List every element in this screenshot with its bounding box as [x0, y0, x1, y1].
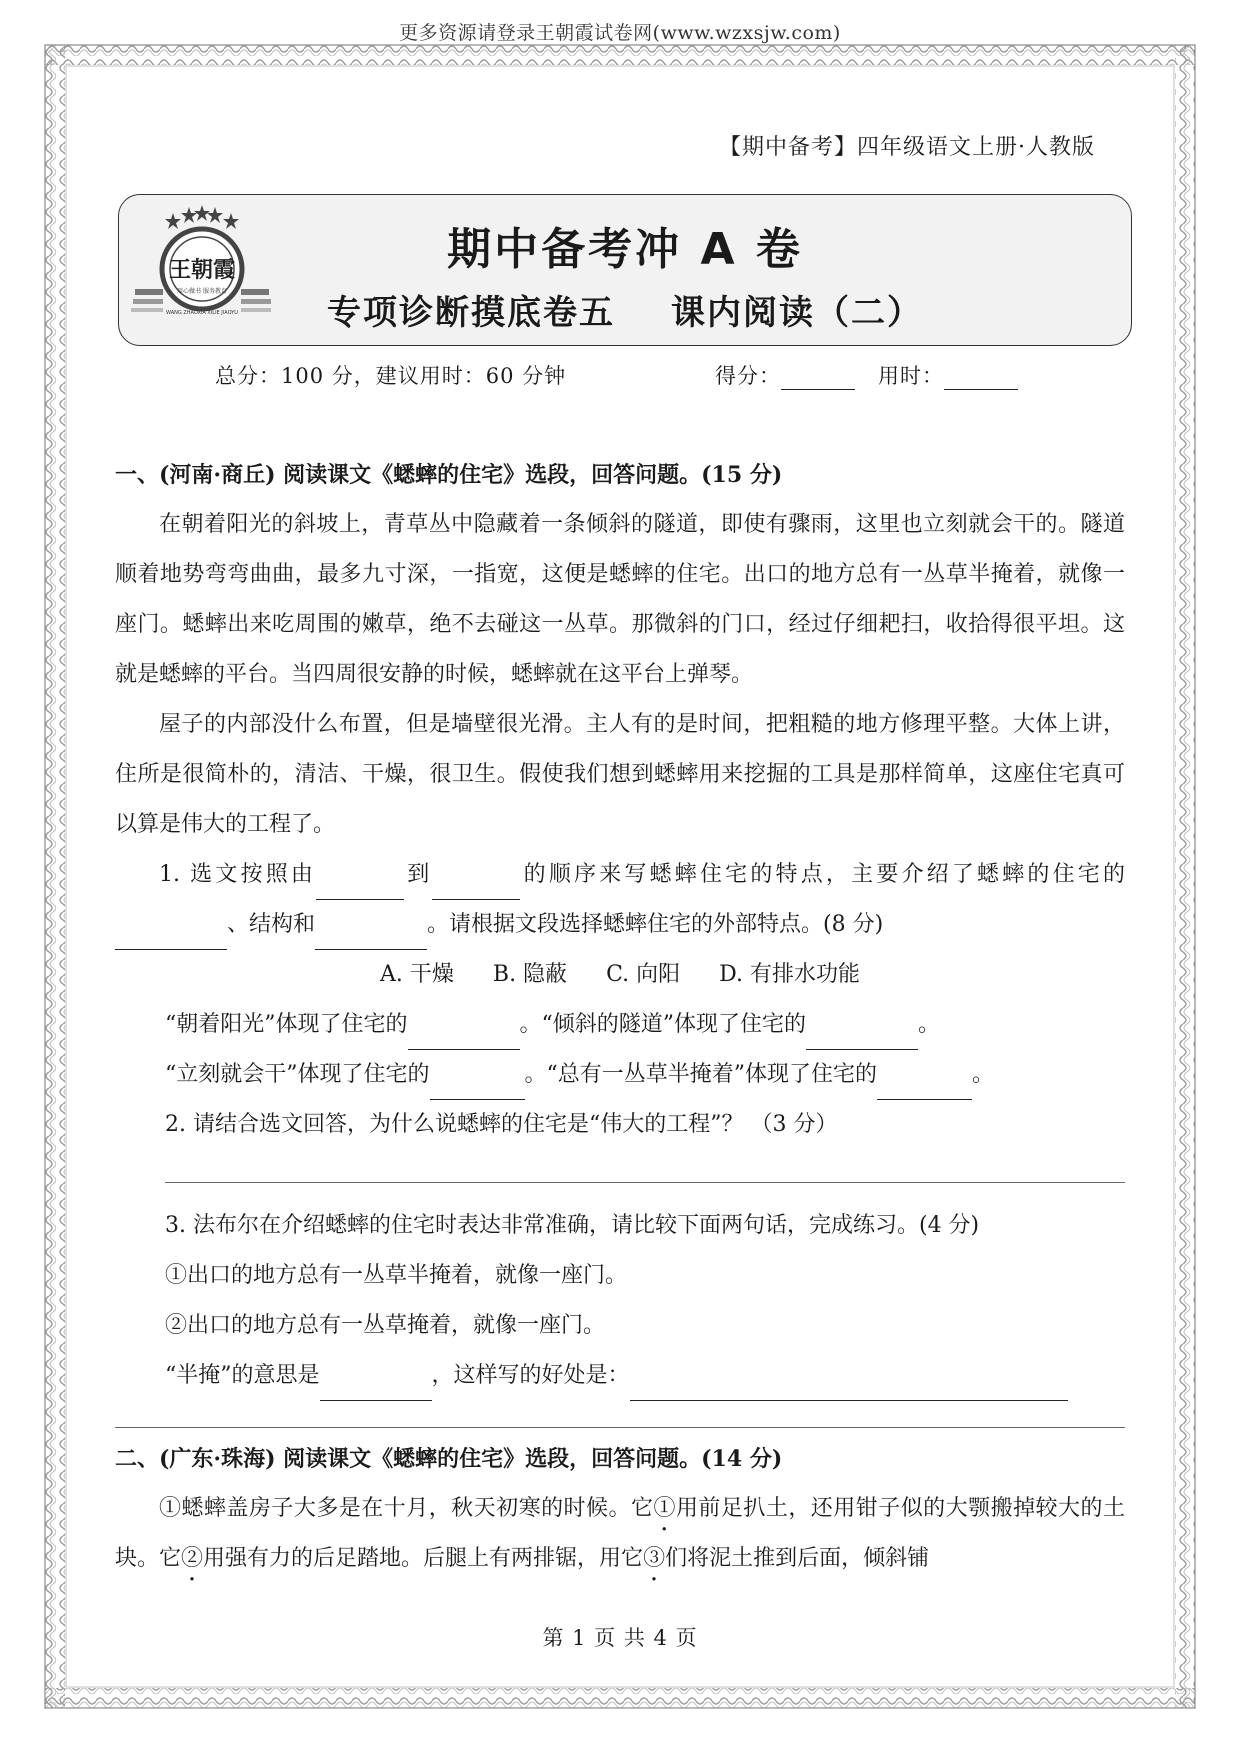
option-b: B. 隐蔽: [492, 962, 568, 987]
passage-paragraph-1: 在朝着阳光的斜坡上，青草丛中隐藏着一条倾斜的隧道，即使有骤雨，这里也立刻就会干的。隧道顺着地势弯弯曲曲，最多九寸深，一指宽，这便是蟋蟀的住宅。出口的地方总有一丛草半掩着，就像一座门。蟋蟀出来吃周围的嫩草，绝不去碰这一丛草。那微斜的门口，经过仔细耙扫，收拾得很平坦。这就是蟋蟀的平台。当四周很安静的时候，蟋蟀就在这平台上弹琴。: [115, 512, 1125, 687]
option-a: A. 干燥: [380, 962, 454, 987]
svg-text:王朝霞: 王朝霞: [168, 257, 236, 283]
sentence-2: ②出口的地方总有一丛草掩着，就像一座门。: [165, 1313, 606, 1338]
choice-options: [115, 950, 1125, 1000]
option-d: D. 有排水功能: [719, 962, 860, 987]
passage2-paragraph-1: ①蟋蟀盖房子大多是在十月，秋天初寒的时候。它①用前足扒土，还用钳子似的大颚搬掉较大的土块。它②用强有力的后足踏地。后腿上有两排锯，用它③们将泥土推到后面，倾斜铺: [115, 1496, 1125, 1571]
emphasis-word: 它: [630, 1496, 654, 1521]
question-1: 1. 选文按照由 到 的顺序来写蟋蟀住宅的特点，主要介绍了蟋蟀的住宅的、结构和 。请根据文段选择蟋蟀住宅的外部特点。(8 分): [115, 850, 1125, 950]
top-banner: 更多资源请登录王朝霞试卷网(www.wzxsjw.com): [399, 22, 841, 44]
svg-text:用心做书 服务教育: 用心做书 服务教育: [177, 288, 227, 295]
score-blank[interactable]: [781, 366, 855, 390]
answer-blank[interactable]: [432, 875, 520, 900]
score-fields: [715, 360, 1018, 390]
answer-blank[interactable]: [115, 925, 227, 950]
time-label: 用时：: [878, 364, 945, 388]
answer-blank[interactable]: [315, 925, 427, 950]
answer-blank[interactable]: [316, 875, 404, 900]
section-2-heading: 二、(广东·珠海) 阅读课文《蟋蟀的住宅》选段，回答问题。(14 分): [115, 1446, 783, 1472]
subtitle-part-1: 专项诊断摸底卷五: [327, 293, 615, 333]
title-box: [118, 194, 1132, 346]
question-3-fill: “半掩”的意思是 ，这样写的好处是：: [115, 1351, 1125, 1401]
question-3: 3. 法布尔在介绍蟋蟀的住宅时表达非常准确，请比较下面两句话，完成练习。(4 分): [165, 1213, 980, 1238]
answer-blank[interactable]: [877, 1075, 972, 1100]
paper-content: [115, 450, 1125, 1584]
answer-blank[interactable]: [806, 1025, 918, 1050]
time-blank[interactable]: [944, 366, 1018, 390]
answer-blank[interactable]: [630, 1376, 1068, 1401]
sentence-1: ①出口的地方总有一丛草半掩着，就像一座门。: [165, 1263, 628, 1288]
answer-blank[interactable]: [408, 1025, 520, 1050]
subtitle-part-2: 课内阅读（二）: [671, 293, 923, 333]
emphasis-word: 它: [621, 1546, 644, 1571]
fill-line-2: “立刻就会干”体现了住宅的 。“总有一丛草半掩着”体现了住宅的 。: [115, 1050, 1125, 1100]
page-number: 第 1 页 共 4 页: [542, 1626, 698, 1650]
fill-line-1: “朝着阳光”体现了住宅的 。“倾斜的隧道”体现了住宅的 。: [115, 1000, 1125, 1050]
score-label: 得分：: [715, 364, 781, 388]
option-c: C. 向阳: [606, 962, 681, 987]
answer-blank[interactable]: [430, 1075, 525, 1100]
answer-line[interactable]: [115, 1401, 1125, 1428]
paper-subtitle: [119, 285, 1131, 334]
question-2: 2. 请结合选文回答，为什么说蟋蟀的住宅是“伟大的工程”？ （3 分）: [165, 1112, 838, 1137]
series-label: 【期中备考】四年级语文上册·人教版: [719, 135, 1095, 160]
passage-paragraph-2: 屋子的内部没什么布置，但是墙壁很光滑。主人有的是时间，把粗糙的地方修理平整。大体上讲，住所是很简朴的，清洁、干燥，很卫生。假使我们想到蟋蟀用来挖掘的工具是那样简单，这座住宅真可以算是伟大的工程了。: [115, 712, 1125, 837]
answer-blank[interactable]: [320, 1376, 432, 1401]
answer-line[interactable]: [165, 1156, 1125, 1183]
emphasis-word: 它: [159, 1546, 182, 1571]
total-score: 总分：100 分，建议用时：60 分钟: [215, 364, 567, 388]
paper-title: 期中备考冲 A 卷: [447, 224, 803, 275]
svg-text:WANG ZHAOXIA XILIE JIAOYU: WANG ZHAOXIA XILIE JIAOYU: [166, 310, 238, 316]
section-1-heading: 一、(河南·商丘) 阅读课文《蟋蟀的住宅》选段，回答问题。(15 分): [115, 462, 783, 488]
